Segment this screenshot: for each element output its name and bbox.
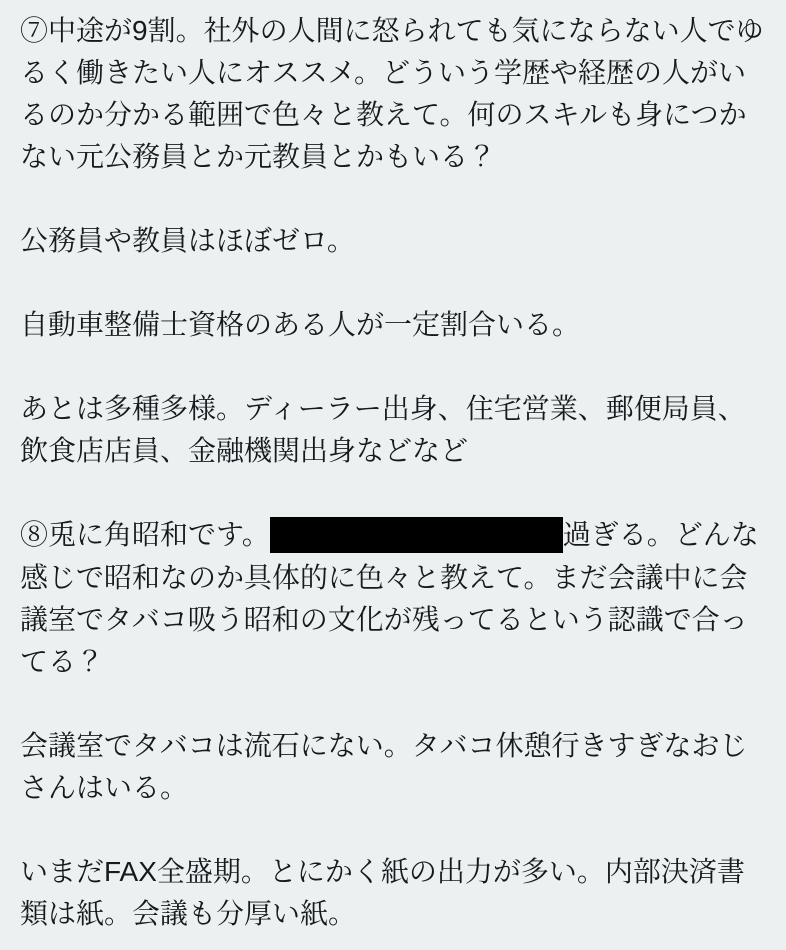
paragraph-answer-fax-paper: いまだFAX全盛期。とにかく紙の出力が多い。内部決済書類は紙。会議も分厚い紙。 bbox=[20, 855, 745, 929]
question-8-pre-redaction-text: ⑧兎に角昭和です。 bbox=[20, 519, 270, 550]
paragraph-answer-mechanic-license: 自動車整備士資格のある人が一定割合いる。 bbox=[20, 309, 581, 340]
paragraph-answer-no-civil-servants: 公務員や教員はほぼゼロ。 bbox=[20, 225, 355, 256]
paragraph-question-8 bbox=[20, 514, 766, 683]
paragraph-answer-varied-backgrounds: あとは多種多様。ディーラー出身、住宅営業、郵便局員、飲食店店員、金融機関出身などなど bbox=[20, 393, 746, 466]
question-8-post-redaction-text: 過ぎる。どんな感じで昭和なのか具体的に色々と教えて。まだ会議中に会議室でタバコ吸う昭和の文化が残ってるという認識で合ってる？ bbox=[20, 519, 759, 677]
paragraph-question-7: ⑦中途が9割。社外の人間に怒られても気にならない人でゆるく働きたい人にオススメ。どういう学歴や経歴の人がいるのか分かる範囲で色々と教えて。何のスキルも身につかない元公務員とか元教員とかもいる？ bbox=[20, 15, 764, 172]
paragraph-answer-smoking: 会議室でタバコは流石にない。タバコ休憩行きすぎなおじさんはいる。 bbox=[20, 729, 748, 803]
redaction-bar bbox=[270, 517, 563, 553]
